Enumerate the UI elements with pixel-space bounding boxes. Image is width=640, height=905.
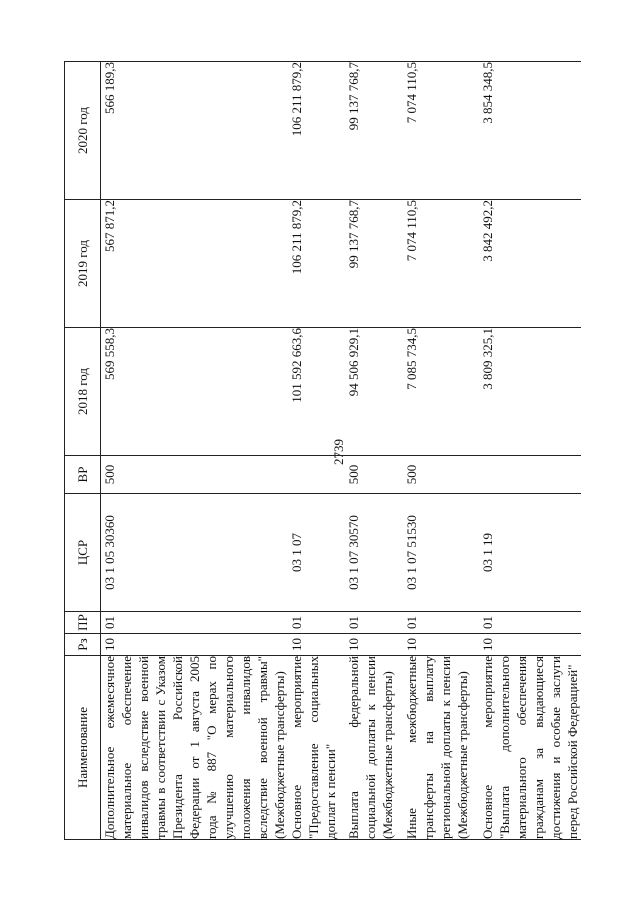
row-csr: 03 1 05 30360 [101,494,289,612]
row-vr [288,456,345,494]
row-rz: 10 [345,634,403,656]
rotated-table-wrapper [64,62,580,840]
row-2020: 99 137 768,7 [345,62,403,200]
row-pr: 01 [345,612,403,634]
row-pr: 01 [479,612,581,634]
row-csr: 03 1 19 [479,494,581,612]
table-header [65,62,101,840]
row-2019: 106 211 879,2 [288,200,345,328]
table-row [403,62,479,840]
header-2018: 2018 год [65,328,101,456]
row-2019: 3 842 492,2 [479,200,581,328]
row-2019: 7 074 110,5 [403,200,479,328]
page-number: 2739 [331,439,346,465]
row-name: Иные межбюджетные трансферты на выплату региональной доплаты к пенсии (Межбюджетные трансферты) [403,656,479,840]
row-rz: 10 [403,634,479,656]
row-2019: 567 871,2 [101,200,289,328]
row-2018: 94 506 929,1 [345,328,403,456]
table-row [345,62,403,840]
row-name: Основное мероприятие "Выплата дополнительного материального обеспечения гражданам за выдающиеся достижения и особые заслуги перед Российской Федерацией" [480,656,580,839]
header-2019: 2019 год [65,200,101,328]
row-2018: 101 592 663,6 [288,328,345,456]
row-2020: 3 854 348,5 [479,62,581,200]
row-2019: 99 137 768,7 [345,200,403,328]
row-rz: 10 [479,634,581,656]
row-name: Выплата федеральной социальной доплаты к пенсии (Межбюджетные трансферты) [345,656,403,840]
row-2020: 566 189,3 [101,62,289,200]
header-2020: 2020 год [65,62,101,200]
row-vr: 500 [101,456,289,494]
header-vr: ВР [65,456,101,494]
row-name: Основное мероприятие "Предоставление социальных доплат к пенсии" [288,656,345,840]
row-rz: 10 [101,634,289,656]
header-name: Наименование [65,656,101,840]
table-row [101,62,289,840]
row-2018: 7 085 734,5 [403,328,479,456]
row-2018: 3 809 325,1 [479,328,581,456]
table-row [288,62,345,840]
row-2020: 106 211 879,2 [288,62,345,200]
row-vr [479,456,581,494]
row-csr: 03 1 07 51530 [403,494,479,612]
row-2018: 569 558,3 [101,328,289,456]
row-pr: 01 [403,612,479,634]
row-2020: 7 074 110,5 [403,62,479,200]
row-pr: 01 [101,612,289,634]
row-vr: 500 [345,456,403,494]
row-rz: 10 [288,634,345,656]
row-name: Дополнительное ежемесячное материальное обеспечение инвалидов вследствие военной травмы в соответствии с Указом Президента Российской Федерации от 1 августа 2005 года № 887 "О мерах по улучшению материального положения инвалидов вследствие военной травмы" (Межбюджетные трансферты) [102,656,287,839]
budget-table [64,61,581,840]
row-csr: 03 1 07 30570 [345,494,403,612]
header-rz: Рз [65,634,101,656]
row-vr: 500 [403,456,479,494]
row-pr: 01 [288,612,345,634]
header-pr: ПР [65,612,101,634]
row-csr: 03 1 07 [288,494,345,612]
header-csr: ЦСР [65,494,101,612]
table-row [479,62,581,840]
